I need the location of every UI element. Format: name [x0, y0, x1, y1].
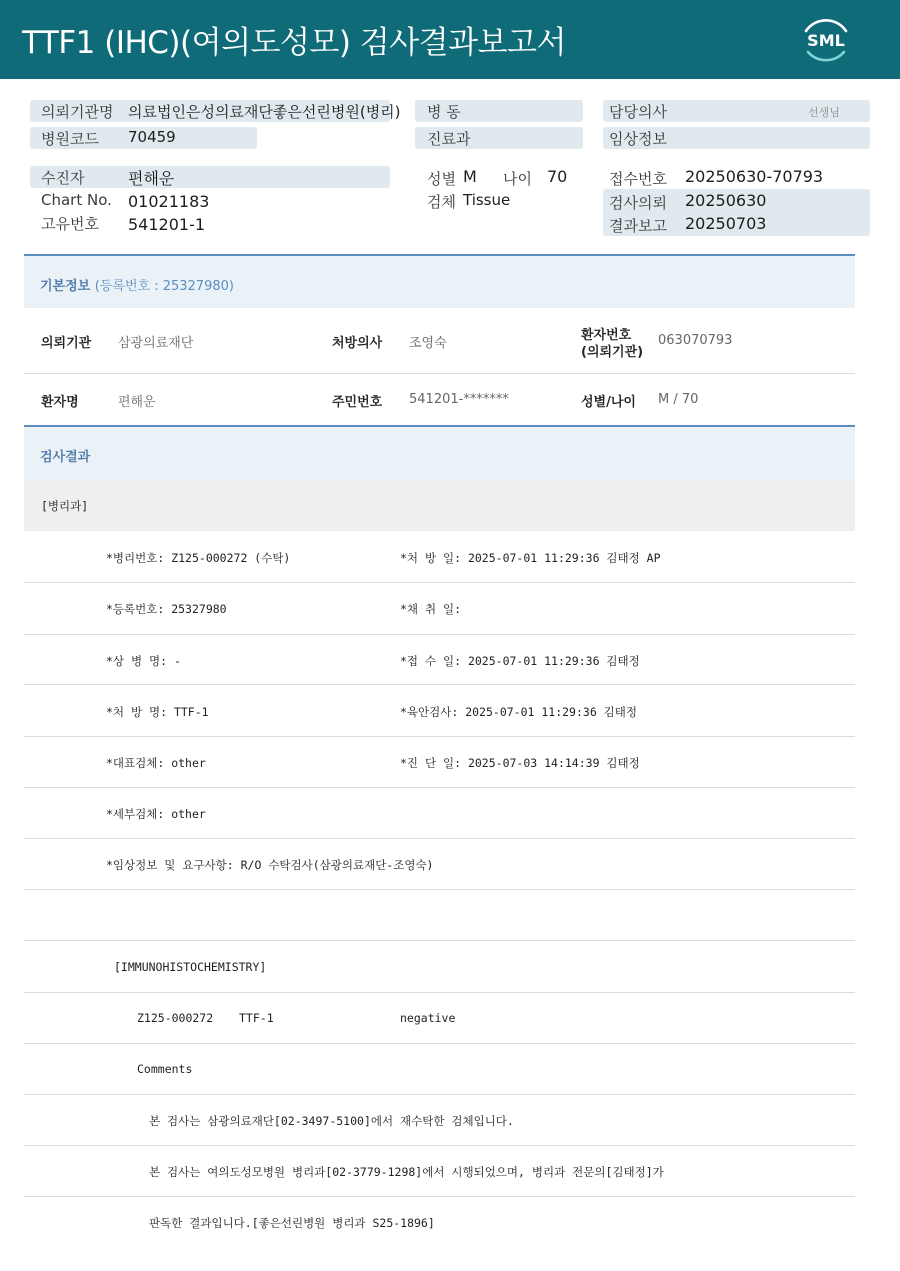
sml-logo — [798, 12, 854, 68]
order-name: *처 방 명: TTF-1 — [106, 705, 209, 719]
path-number: *병리번호: Z125-000272 (수탁) — [106, 551, 291, 565]
comment-line-1: 본 검사는 삼광의료재단[02-3497-5100]에서 재수탁한 검체입니다. — [149, 1114, 514, 1128]
patient-label: 수진자 — [41, 169, 85, 187]
results-title: 검사결과 — [40, 450, 91, 465]
basic-info-header — [24, 254, 855, 308]
ward-label: 병 동 — [427, 103, 461, 121]
main-specimen: *대표검체: other — [106, 756, 206, 770]
report-label: 결과보고 — [609, 217, 667, 235]
reception-value: 20250630-70793 — [685, 167, 824, 186]
doctor-suffix: 선생님 — [808, 106, 840, 119]
gross-exam: *육안검사: 2025-07-01 11:29:36 김태정 — [400, 705, 638, 719]
patient-no-value: 063070793 — [658, 333, 733, 348]
sex-label: 성별 — [427, 170, 456, 188]
hospital-code-label: 병원코드 — [41, 130, 99, 148]
order-date: *처 방 일: 2025-07-01 11:29:36 김태정 AP — [400, 551, 661, 565]
institution-value: 의료법인은성의료재단좋은선린병원(병리) — [128, 103, 401, 121]
ihc-id: Z125-000272 — [137, 1011, 214, 1025]
disease-name: *상 병 명: - — [106, 654, 181, 668]
dept-label: [병리과] — [41, 499, 89, 513]
row-divider — [24, 1196, 855, 1197]
reception-label: 접수번호 — [609, 170, 667, 188]
req-inst-label: 의뢰기관 — [41, 336, 92, 351]
request-value: 20250630 — [685, 191, 767, 210]
sex-age-label: 성별/나이 — [581, 395, 636, 410]
results-header — [24, 425, 855, 480]
req-inst-value: 삼광의료재단 — [118, 336, 194, 351]
patient-name-label: 환자명 — [41, 395, 79, 410]
sex-value: M — [463, 167, 477, 186]
logo-text: SML — [807, 31, 845, 50]
chart-label: Chart No. — [41, 191, 112, 209]
comment-line-3: 판독한 결과입니다.[좋은선린병원 병리과 S25-1896] — [149, 1216, 435, 1230]
row-divider — [24, 736, 855, 737]
unique-value: 541201-1 — [128, 215, 206, 234]
presc-doctor-label: 처방의사 — [332, 336, 383, 351]
patient-value: 편해운 — [128, 169, 175, 188]
request-label: 검사의뢰 — [609, 194, 667, 212]
dept-row — [24, 480, 855, 531]
row-divider — [24, 940, 855, 941]
row-divider — [24, 992, 855, 993]
row-divider — [24, 684, 855, 685]
row-divider — [24, 634, 855, 635]
doctor-label: 담당의사 — [609, 103, 667, 121]
basic-info-title — [40, 275, 234, 294]
clinical-info-label: 임상정보 — [609, 130, 667, 148]
sex-age-value: M / 70 — [658, 392, 699, 407]
clinical-request: *임상정보 및 요구사항: R/O 수탁검사(삼광의료재단-조영숙) — [106, 858, 434, 872]
resident-value: 541201-******* — [409, 392, 509, 407]
institution-label: 의뢰기관명 — [41, 103, 114, 121]
ihc-header: [IMMUNOHISTOCHEMISTRY] — [114, 960, 267, 974]
report-value: 20250703 — [685, 214, 767, 233]
row-divider — [24, 889, 855, 890]
diagnosis-date: *진 단 일: 2025-07-03 14:14:39 김태정 — [400, 756, 640, 770]
chart-value: 01021183 — [128, 192, 210, 211]
row-divider — [24, 838, 855, 839]
collect-date: *채 취 일: — [400, 602, 462, 616]
row-divider — [24, 787, 855, 788]
age-value: 70 — [547, 167, 568, 186]
sub-specimen: *세부검체: other — [106, 807, 206, 821]
registration-number: (등록번호 : 25327980) — [94, 279, 234, 294]
reg-number: *등록번호: 25327980 — [106, 602, 227, 616]
receipt-date: *접 수 일: 2025-07-01 11:29:36 김태정 — [400, 654, 640, 668]
presc-doctor-value: 조영숙 — [409, 336, 447, 351]
ihc-test: TTF-1 — [239, 1011, 274, 1025]
comment-line-2: 본 검사는 여의도성모병원 병리과[02-3779-1298]에서 시행되었으며, 병리과 전문의[김태정]가 — [149, 1165, 664, 1179]
hospital-code-value: 70459 — [128, 128, 176, 146]
comments-label: Comments — [137, 1062, 193, 1076]
row-divider — [24, 1043, 855, 1044]
report-title: TTF1 (IHC)(여의도성모) 검사결과보고서 — [22, 25, 566, 61]
row-divider — [24, 1145, 855, 1146]
patient-name-value: 편해운 — [118, 395, 156, 410]
unique-label: 고유번호 — [41, 215, 99, 233]
basic-info-title-text: 기본정보 — [40, 279, 91, 294]
row-divider — [24, 582, 855, 583]
patient-no-label-sub: (의뢰기관) — [581, 345, 644, 360]
row-divider — [24, 373, 855, 374]
ihc-result: negative — [400, 1011, 456, 1025]
row-divider — [24, 1094, 855, 1095]
specimen-value: Tissue — [463, 191, 511, 209]
patient-no-label: 환자번호 — [581, 328, 632, 343]
resident-label: 주민번호 — [332, 395, 383, 410]
age-label: 나이 — [503, 170, 532, 188]
specimen-label: 검체 — [427, 193, 456, 211]
department-label: 진료과 — [427, 130, 471, 148]
